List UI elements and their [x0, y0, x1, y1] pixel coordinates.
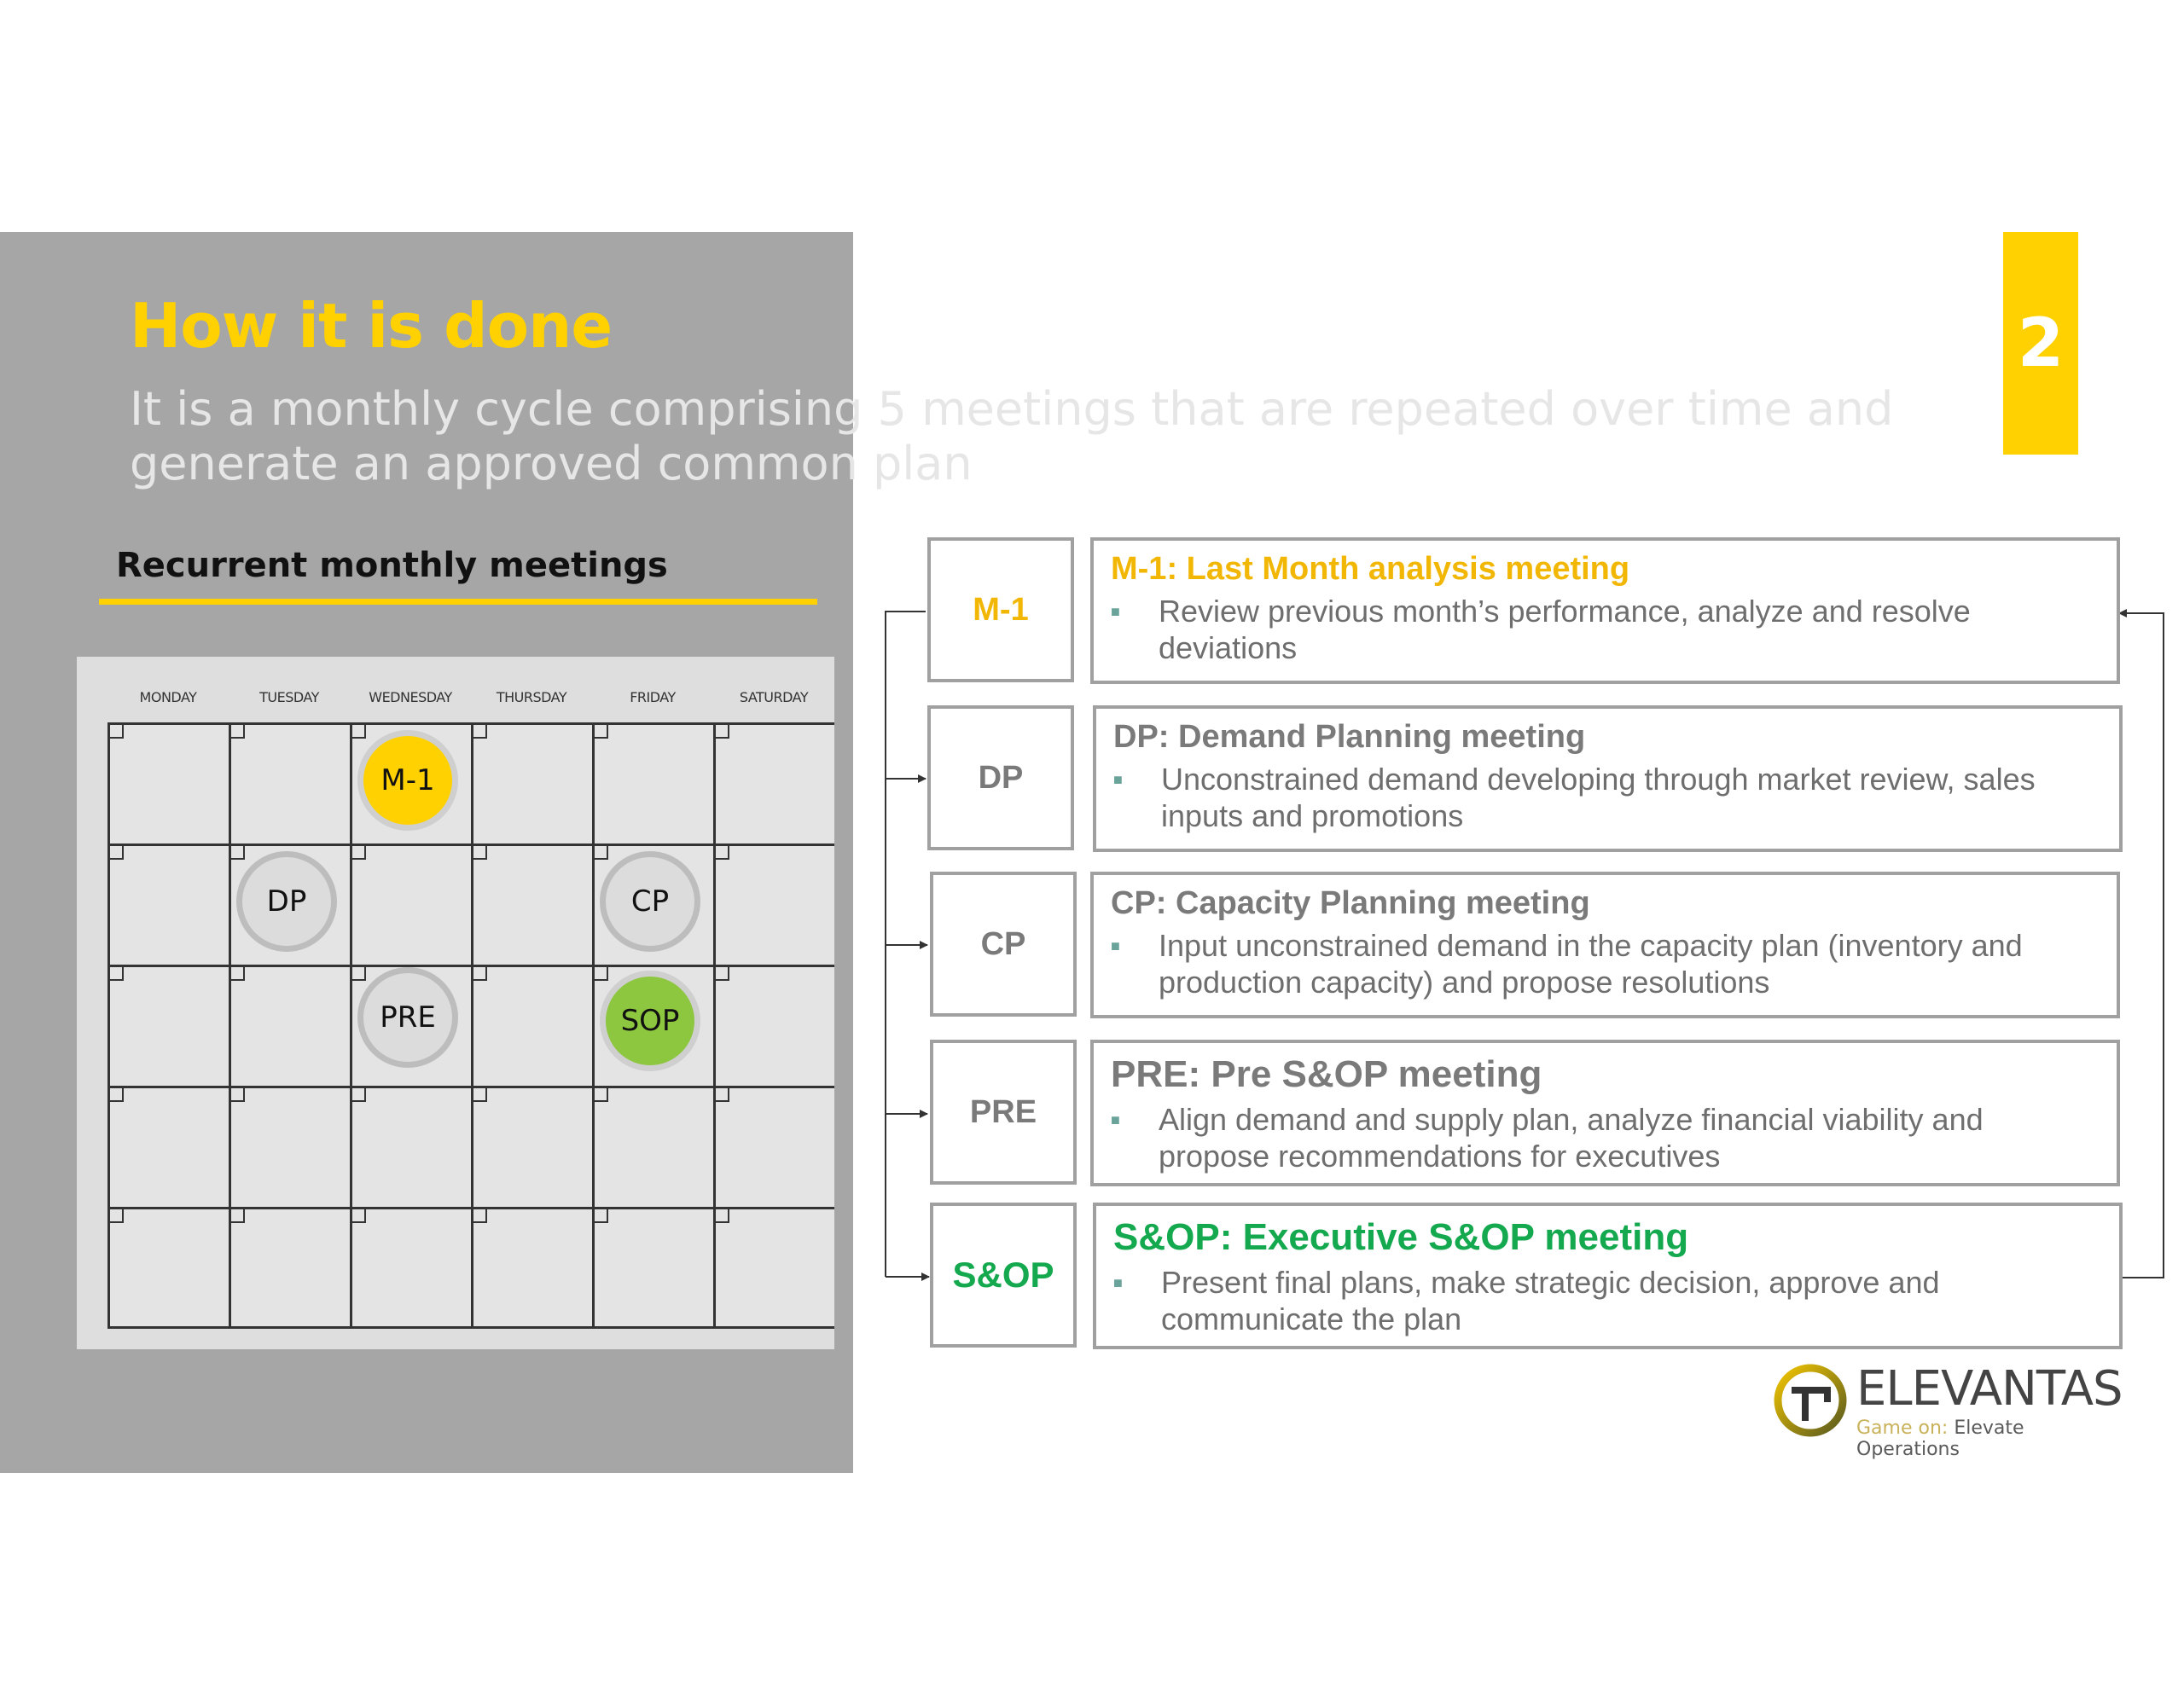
- meeting-desc-dp: [1093, 705, 2123, 852]
- calendar-day-header: MONDAY: [139, 689, 197, 705]
- meeting-code-label: M-1: [973, 591, 1029, 628]
- section-heading: Recurrent monthly meetings: [116, 546, 668, 585]
- calendar-marker-sop: SOP: [600, 971, 700, 1071]
- meeting-title: S&OP: Executive S&OP meeting: [1113, 1216, 1689, 1258]
- page-subtitle: It is a monthly cycle comprising 5 meetings that are repeated over time and generate an approved common plan: [130, 382, 1894, 490]
- meeting-code-cp: [930, 872, 1077, 1017]
- meeting-code-m1: [927, 537, 1074, 682]
- bullet-square-icon: ■: [1113, 1274, 1123, 1291]
- bullet-square-icon: ■: [1111, 937, 1120, 954]
- meeting-title: M-1: Last Month analysis meeting: [1111, 551, 1630, 587]
- meeting-code-label: CP: [980, 925, 1026, 962]
- meeting-code-label: S&OP: [952, 1255, 1054, 1295]
- meeting-desc-m1: [1090, 537, 2120, 684]
- calendar-marker-m1: M-1: [357, 730, 458, 831]
- meeting-description: Review previous month’s performance, analyze and resolve deviations: [1159, 594, 1971, 665]
- logo-wordmark: ELEVANTAS: [1856, 1361, 2123, 1417]
- meeting-code-sop: [930, 1203, 1077, 1348]
- calendar-day-header: SATURDAY: [739, 689, 809, 705]
- feedback-loop-arrow: [2119, 613, 2164, 1278]
- meeting-title: PRE: Pre S&OP meeting: [1111, 1053, 1542, 1095]
- meeting-code-dp: [927, 705, 1074, 850]
- elevantas-logo: [1771, 1358, 2123, 1460]
- bullet-square-icon: ■: [1111, 603, 1120, 620]
- calendar-marker-cp: CP: [600, 851, 700, 952]
- meeting-code-label: DP: [978, 759, 1024, 796]
- logo-tagline: [1856, 1417, 2121, 1460]
- bullet-square-icon: ■: [1111, 1111, 1120, 1128]
- logo-tagline-prefix: Game on:: [1856, 1417, 1949, 1439]
- meeting-description: Input unconstrained demand in the capacity plan (inventory and production capacity) and propose resolutions: [1159, 928, 2023, 1000]
- meeting-description: Unconstrained demand developing through market review, sales inputs and promotions: [1161, 762, 2036, 833]
- elevantas-mark-icon: [1771, 1361, 1850, 1440]
- logo-tagline-suffix: Elevate Operations: [1856, 1417, 2024, 1460]
- meeting-title: DP: Demand Planning meeting: [1113, 719, 1586, 755]
- meeting-desc-cp: [1090, 872, 2120, 1018]
- meeting-title: CP: Capacity Planning meeting: [1111, 885, 1590, 921]
- meeting-description: Present final plans, make strategic decision, approve and communicate the plan: [1161, 1265, 1940, 1336]
- meeting-code-pre: [930, 1040, 1077, 1185]
- meeting-desc-sop: [1093, 1203, 2123, 1349]
- calendar-marker-dp: DP: [236, 851, 337, 952]
- meeting-desc-pre: [1090, 1040, 2120, 1186]
- calendar-day-header: WEDNESDAY: [369, 689, 452, 705]
- calendar-marker-pre: PRE: [357, 967, 458, 1068]
- page-title: How it is done: [130, 290, 613, 362]
- calendar-day-header: TUESDAY: [259, 689, 319, 705]
- meeting-description: Align demand and supply plan, analyze financial viability and propose recommendations for executives: [1159, 1102, 1984, 1174]
- calendar-day-header: THURSDAY: [496, 689, 567, 705]
- page-number-badge: 2: [2003, 232, 2078, 455]
- calendar-day-header: FRIDAY: [630, 689, 676, 705]
- meeting-code-label: PRE: [969, 1093, 1037, 1130]
- bullet-square-icon: ■: [1113, 771, 1123, 788]
